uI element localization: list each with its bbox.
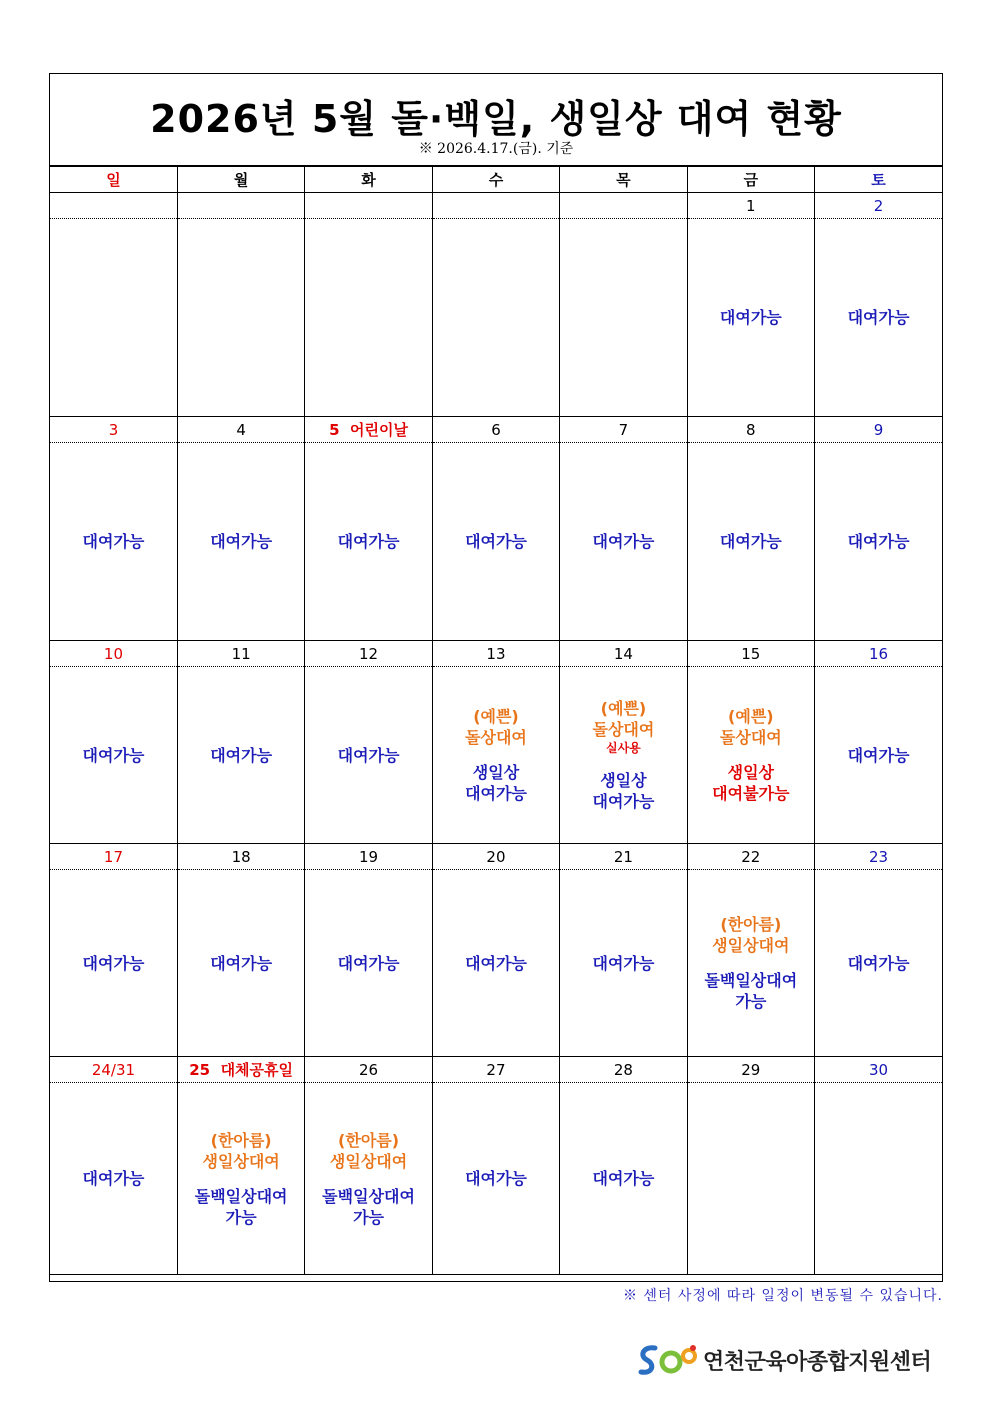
status-cell-22 <box>687 870 814 1057</box>
day-cell: 7 <box>560 417 687 443</box>
dolbaek-rental-label: 돌백일상대여 <box>322 1186 415 1206</box>
status-available: 대여가능 <box>560 1083 687 1275</box>
day-cell: 27 <box>432 1057 559 1083</box>
status-cell <box>815 1083 942 1275</box>
week-3-status <box>50 667 942 844</box>
status-available: 대여가능 <box>687 443 814 641</box>
week-5-status <box>50 1083 942 1275</box>
status-available: 대여가능 <box>177 667 304 844</box>
weekday-sun: 일 <box>50 167 177 193</box>
status-available: 대여가능 <box>305 870 432 1057</box>
status-available: 대여가능 <box>432 443 559 641</box>
day-cell <box>560 193 687 219</box>
hanareum-label: (한아름) <box>210 1130 272 1150</box>
day-cell: 3 <box>50 417 177 443</box>
weekday-sat: 토 <box>815 167 942 193</box>
status-cell-25 <box>177 1083 304 1275</box>
day-cell: 11 <box>177 641 304 667</box>
day-cell: 1 <box>687 193 814 219</box>
status-cell <box>305 219 432 417</box>
day-cell-holiday <box>305 417 432 443</box>
day-cell: 22 <box>687 844 814 870</box>
pretty-label: (예쁜) <box>473 707 519 726</box>
day-cell-holiday <box>177 1057 304 1083</box>
calendar-table <box>50 166 942 1275</box>
day-cell: 23 <box>815 844 942 870</box>
status-available: 대여가능 <box>432 1083 559 1275</box>
status-available: 대여가능 <box>560 870 687 1057</box>
holiday-label: 대체공휴일 <box>220 1061 294 1079</box>
status-available: 대여가능 <box>815 870 942 1057</box>
day-cell <box>305 193 432 219</box>
pretty-label: (예쁜) <box>600 699 647 718</box>
org-name: 연천군육아종합지원센터 <box>703 1349 932 1375</box>
weekday-mon: 월 <box>177 167 304 193</box>
status-cell <box>177 219 304 417</box>
status-available: 대여가능 <box>50 443 177 641</box>
day-cell <box>177 193 304 219</box>
week-2-status <box>50 443 942 641</box>
day-cell: 6 <box>432 417 559 443</box>
week-3-dates <box>50 641 942 667</box>
weekday-fri: 금 <box>687 167 814 193</box>
possible-label: 가능 <box>353 1207 385 1227</box>
weekday-wed: 수 <box>432 167 559 193</box>
rental-available-label: 대여가능 <box>592 792 655 811</box>
day-cell: 18 <box>177 844 304 870</box>
day-number: 25 <box>189 1061 211 1079</box>
day-cell: 24/31 <box>50 1057 177 1083</box>
possible-label: 가능 <box>735 992 767 1011</box>
dolbaek-rental-label: 돌백일상대여 <box>704 971 798 990</box>
status-available: 대여가능 <box>687 219 814 417</box>
status-cell <box>50 219 177 417</box>
status-available: 대여가능 <box>50 1083 177 1275</box>
dol-rental-label: 돌상대여 <box>592 720 655 739</box>
week-4-dates <box>50 844 942 870</box>
page-subtitle: ※ 2026.4.17.(금). 기준 <box>418 141 574 157</box>
day-cell: 4 <box>177 417 304 443</box>
day-cell: 30 <box>815 1057 942 1083</box>
org-logo <box>637 1340 931 1380</box>
status-available: 대여가능 <box>50 870 177 1057</box>
page-title: 2026년 5월 돌·백일, 생일상 대여 현황 <box>150 97 842 141</box>
status-cell-15 <box>687 667 814 844</box>
in-use-label: 실사용 <box>606 741 641 755</box>
status-available: 대여가능 <box>305 667 432 844</box>
day-cell <box>50 193 177 219</box>
status-cell <box>560 219 687 417</box>
day-cell: 21 <box>560 844 687 870</box>
week-5-dates <box>50 1057 942 1083</box>
status-available: 대여가능 <box>815 443 942 641</box>
day-cell: 8 <box>687 417 814 443</box>
dolbaek-rental-label: 돌백일상대여 <box>194 1186 288 1206</box>
day-cell: 9 <box>815 417 942 443</box>
birthday-label: 생일상 <box>600 771 647 790</box>
day-cell: 17 <box>50 844 177 870</box>
day-cell: 20 <box>432 844 559 870</box>
org-logo-icon <box>637 1342 699 1378</box>
week-1-status <box>50 219 942 417</box>
status-available: 대여가능 <box>432 870 559 1057</box>
calendar-header <box>50 74 942 166</box>
day-cell: 16 <box>815 641 942 667</box>
dol-rental-label: 돌상대여 <box>719 728 782 747</box>
day-cell: 19 <box>305 844 432 870</box>
status-cell <box>432 219 559 417</box>
day-cell: 26 <box>305 1057 432 1083</box>
day-cell: 10 <box>50 641 177 667</box>
calendar-frame <box>49 73 943 1282</box>
birthday-label: 생일상 <box>472 763 520 782</box>
status-available: 대여가능 <box>177 870 304 1057</box>
day-cell: 28 <box>560 1057 687 1083</box>
day-cell: 15 <box>687 641 814 667</box>
day-cell: 12 <box>305 641 432 667</box>
status-available: 대여가능 <box>560 443 687 641</box>
birthday-label: 생일상 <box>727 763 774 782</box>
week-1-dates <box>50 193 942 219</box>
hanareum-label: (한아름) <box>720 915 782 934</box>
day-cell: 2 <box>815 193 942 219</box>
status-cell <box>687 1083 814 1275</box>
status-available: 대여가능 <box>305 443 432 641</box>
pretty-label: (예쁜) <box>728 707 774 726</box>
birthday-rental-label: 생일상대여 <box>712 936 790 955</box>
day-cell: 14 <box>560 641 687 667</box>
status-available: 대여가능 <box>815 219 942 417</box>
footer-note: ※ 센터 사정에 따라 일정이 변동될 수 있습니다. <box>622 1288 943 1304</box>
status-available: 대여가능 <box>177 443 304 641</box>
possible-label: 가능 <box>225 1207 257 1227</box>
rental-unavailable-label: 대여불가능 <box>712 784 790 803</box>
status-cell-26 <box>305 1083 432 1275</box>
weekday-tue: 화 <box>305 167 432 193</box>
birthday-rental-label: 생일상대여 <box>329 1151 408 1171</box>
status-cell-13 <box>432 667 559 844</box>
week-2-dates <box>50 417 942 443</box>
weekday-thu: 목 <box>560 167 687 193</box>
birthday-rental-label: 생일상대여 <box>202 1151 280 1171</box>
status-available: 대여가능 <box>815 667 942 844</box>
weekday-row <box>50 167 942 193</box>
day-cell: 29 <box>687 1057 814 1083</box>
status-available: 대여가능 <box>50 667 177 844</box>
day-cell: 13 <box>432 641 559 667</box>
day-cell <box>432 193 559 219</box>
holiday-label: 어린이날 <box>350 421 408 439</box>
status-cell-14 <box>560 667 687 844</box>
hanareum-label: (한아름) <box>338 1130 400 1150</box>
dol-rental-label: 돌상대여 <box>465 728 527 747</box>
rental-available-label: 대여가능 <box>465 784 527 803</box>
week-4-status <box>50 870 942 1057</box>
day-number: 5 <box>329 421 340 439</box>
